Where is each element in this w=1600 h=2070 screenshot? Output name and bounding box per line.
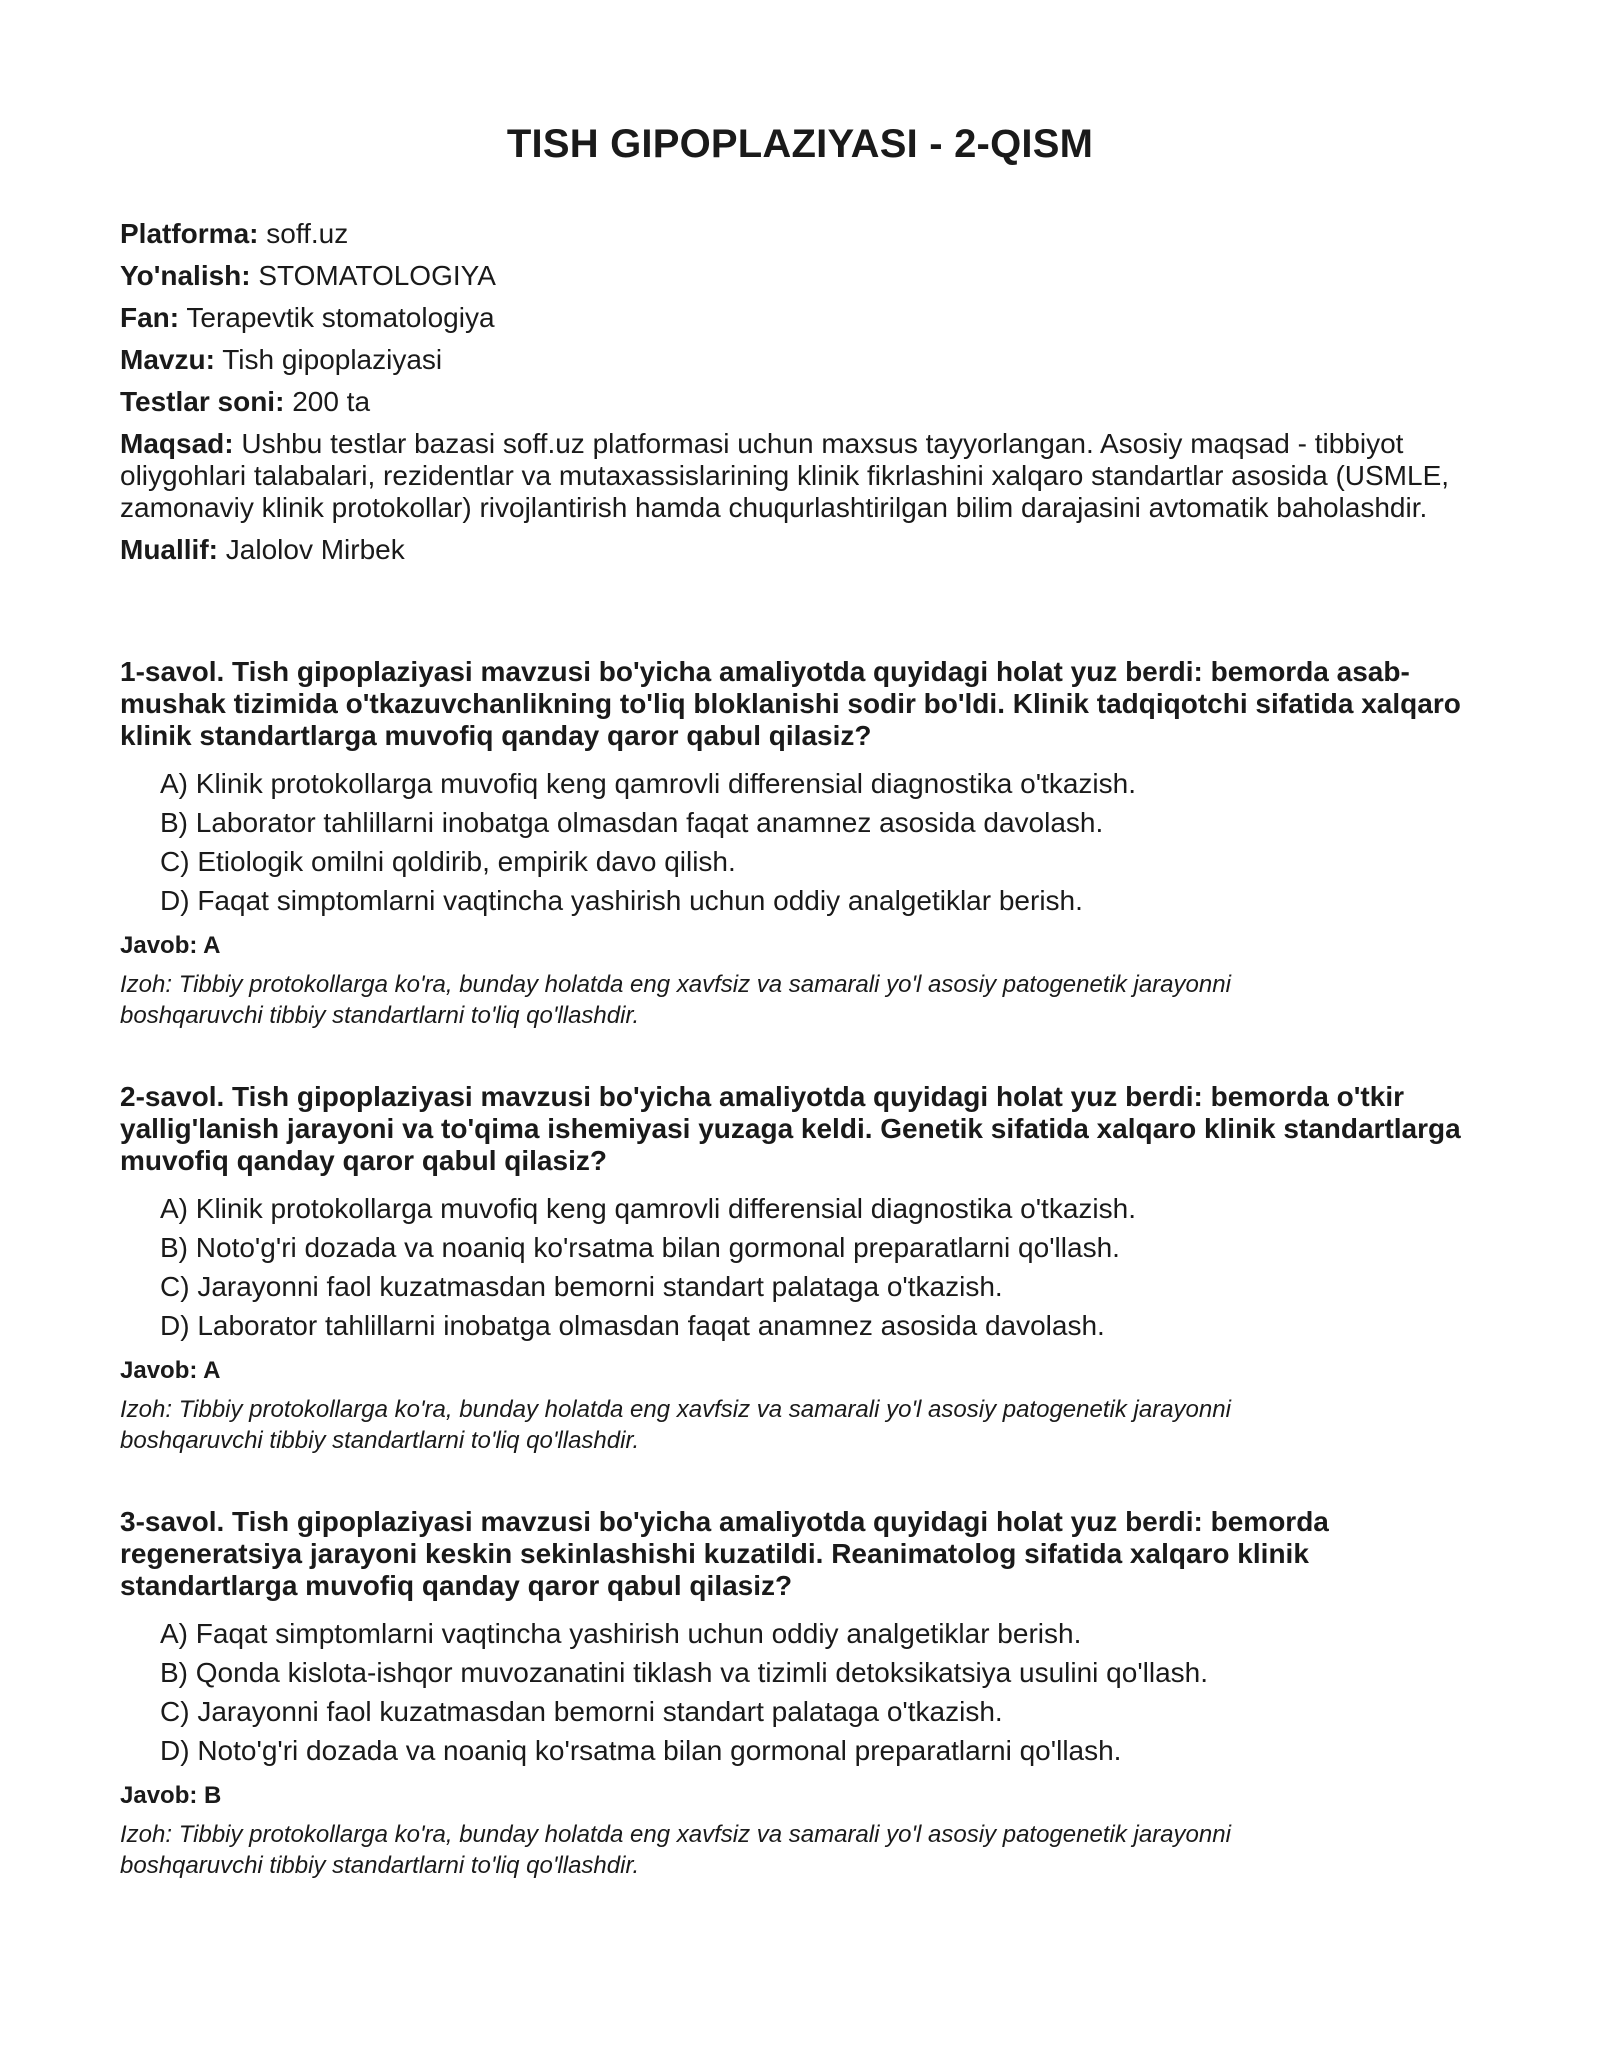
meta-value: Ushbu testlar bazasi soff.uz platformasi uchun maxsus tayyorlangan. Asosiy maqsad - tibbiyot oliygohlari talabalari, rezidentlar va mutaxassislarining klinik fikrlashini xalqaro standartlar asosida (USMLE, zamonaviy klinik protokollar) rivojlantirish hamda chuqurlashtirilgan bilim darajasini avtomatik baholashdir. — [120, 428, 1450, 523]
question-2 — [120, 1081, 1480, 1456]
meta-value: Jalolov Mirbek — [225, 534, 405, 565]
option-b: B) Noto'g'ri dozada va noaniq ko'rsatma bilan gormonal preparatlarni qo'llash. — [160, 1232, 1120, 1263]
option-b: B) Qonda kislota-ishqor muvozanatini tiklash va tizimli detoksikatsiya usulini qo'llash. — [160, 1657, 1209, 1688]
option-c: C) Jarayonni faol kuzatmasdan bemorni standart palataga o'tkazish. — [160, 1696, 1003, 1727]
meta-value: soff.uz — [266, 218, 349, 249]
explanation: Izoh: Tibbiy protokollarga ko'ra, bunday holatda eng xavfsiz va samarali yo'l asosiy patogenetik jarayonni boshqaruvchi tibbiy standartlarni to'liq qo'llashdir. — [120, 1396, 1231, 1454]
meta-label: Fan: — [120, 302, 180, 333]
option-c: C) Etiologik omilni qoldirib, empirik davo qilish. — [160, 846, 736, 877]
meta-value: STOMATOLOGIYA — [258, 260, 496, 291]
document-title: TISH GIPOPLAZIYASI - 2-QISM — [506, 122, 1094, 166]
answer: Javob: B — [120, 1782, 222, 1809]
option-list — [120, 768, 1480, 917]
question-text: 1-savol. Tish gipoplaziyasi mavzusi bo'yicha amaliyotda quyidagi holat yuz berdi: bemorda asab-mushak tizimida o'tkazuvchanlikning to'liq bloklanishi sodir bo'ldi. Klinik tadqiqotchi sifatida xalqaro klinik standartlarga muvofiq qanday qaror qabul qilasiz? — [120, 656, 1461, 751]
option-a: A) Klinik protokollarga muvofiq keng qamrovli differensial diagnostika o'tkazish. — [160, 1193, 1136, 1224]
meta-value: Tish gipoplaziyasi — [222, 344, 443, 375]
option-b: B) Laborator tahlillarni inobatga olmasdan faqat anamnez asosida davolash. — [160, 807, 1104, 838]
meta-label: Mavzu: — [120, 344, 215, 375]
question-1 — [120, 656, 1480, 1031]
meta-platform — [120, 218, 1480, 250]
option-d: D) Faqat simptomlarni vaqtincha yashirish uchun oddiy analgetiklar berish. — [160, 885, 1083, 916]
answer: Javob: A — [120, 1357, 221, 1384]
meta-label: Testlar soni: — [120, 386, 285, 417]
option-c: C) Jarayonni faol kuzatmasdan bemorni standart palataga o'tkazish. — [160, 1271, 1003, 1302]
meta-author — [120, 534, 1480, 566]
answer: Javob: A — [120, 932, 221, 959]
meta-test-count — [120, 386, 1480, 418]
option-list — [120, 1193, 1480, 1342]
meta-purpose — [120, 428, 1480, 524]
explanation: Izoh: Tibbiy protokollarga ko'ra, bunday holatda eng xavfsiz va samarali yo'l asosiy patogenetik jarayonni boshqaruvchi tibbiy standartlarni to'liq qo'llashdir. — [120, 971, 1231, 1029]
question-list — [120, 656, 1480, 1881]
question-text: 2-savol. Tish gipoplaziyasi mavzusi bo'yicha amaliyotda quyidagi holat yuz berdi: bemorda o'tkir yallig'lanish jarayoni va to'qima ishemiyasi yuzaga keldi. Genetik sifatida xalqaro klinik standartlarga muvofiq qanday qaror qabul qilasiz? — [120, 1081, 1461, 1176]
meta-label: Platforma: — [120, 218, 259, 249]
meta-value: 200 ta — [292, 386, 371, 417]
question-3 — [120, 1506, 1480, 1881]
document-meta — [120, 218, 1480, 566]
explanation: Izoh: Tibbiy protokollarga ko'ra, bunday holatda eng xavfsiz va samarali yo'l asosiy patogenetik jarayonni boshqaruvchi tibbiy standartlarni to'liq qo'llashdir. — [120, 1821, 1231, 1879]
option-list — [120, 1618, 1480, 1767]
meta-direction — [120, 260, 1480, 292]
question-text: 3-savol. Tish gipoplaziyasi mavzusi bo'yicha amaliyotda quyidagi holat yuz berdi: bemorda regeneratsiya jarayoni keskin sekinlashishi kuzatildi. Reanimatolog sifatida xalqaro klinik standartlarga muvofiq qanday qaror qabul qilasiz? — [120, 1506, 1329, 1601]
meta-label: Yo'nalish: — [120, 260, 251, 291]
option-a: A) Faqat simptomlarni vaqtincha yashirish uchun oddiy analgetiklar berish. — [160, 1618, 1082, 1649]
meta-value: Terapevtik stomatologiya — [186, 302, 495, 333]
meta-subject — [120, 302, 1480, 334]
meta-label: Maqsad: — [120, 428, 234, 459]
option-d: D) Laborator tahlillarni inobatga olmasdan faqat anamnez asosida davolash. — [160, 1310, 1105, 1341]
option-a: A) Klinik protokollarga muvofiq keng qamrovli differensial diagnostika o'tkazish. — [160, 768, 1136, 799]
meta-label: Muallif: — [120, 534, 218, 565]
meta-topic — [120, 344, 1480, 376]
option-d: D) Noto'g'ri dozada va noaniq ko'rsatma bilan gormonal preparatlarni qo'llash. — [160, 1735, 1122, 1766]
